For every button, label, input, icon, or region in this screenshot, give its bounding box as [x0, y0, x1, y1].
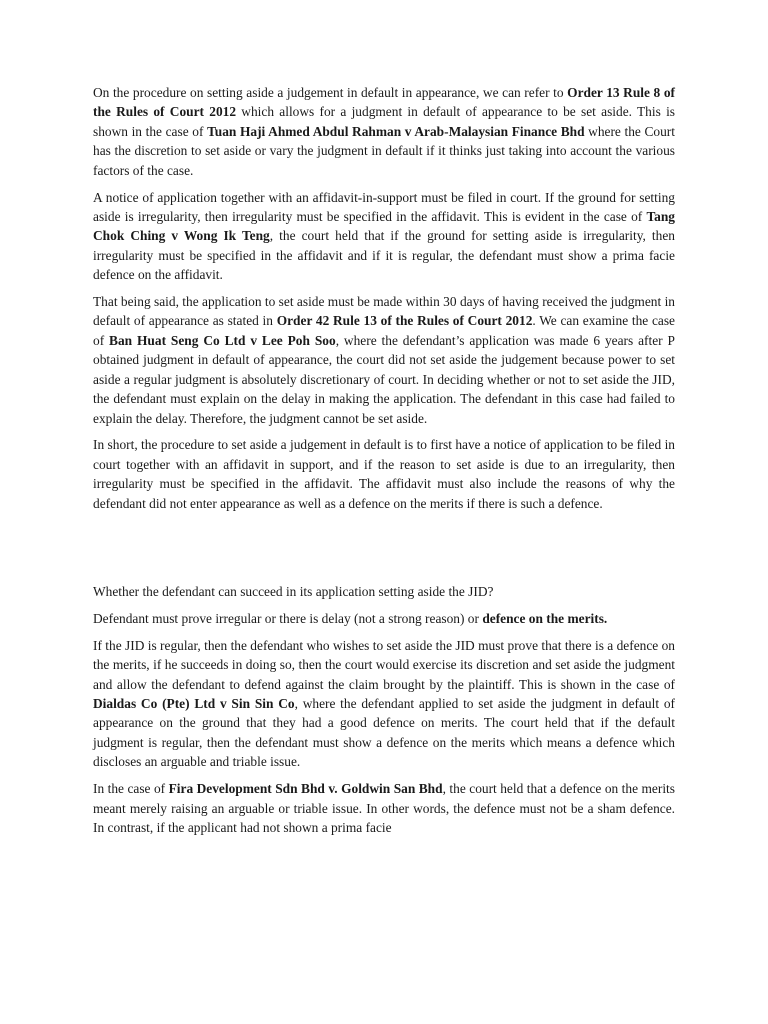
text-run: A notice of application together with an affidavit-in-support must be filed in court. If the ground for setting aside is irregularity, then irregularity must be specified in the affidavit. This is evident in the case of [93, 189, 675, 224]
paragraph-question [93, 582, 675, 601]
bold-citation: defence on the merits. [482, 610, 608, 626]
bold-citation: Fira Development Sdn Bhd v. Goldwin San Bhd [168, 781, 443, 797]
text-run: That being said, the application to set aside must be made within 30 days of having received the judgment in default of appearance as stated in [93, 294, 675, 329]
paragraph-summary [93, 435, 675, 513]
paragraph-order-13-rule-8 [93, 83, 675, 180]
paragraph-defendant-must-prove [93, 609, 675, 628]
bold-citation: Tuan Haji Ahmed Abdul Rahman v Arab-Malaysian Finance Bhd [207, 123, 585, 139]
paragraph-defence-on-merits [93, 636, 675, 772]
text-run: Defendant must prove irregular or there is delay (not a strong reason) or [93, 610, 483, 626]
text-run: On the procedure on setting aside a judgement in default in appearance, we can refer to [93, 85, 568, 100]
paragraph-30-day-limit [93, 292, 675, 428]
bold-citation: Order 13 Rule 8 of the Rules of Court 2012 [93, 85, 675, 120]
bold-citation: Ban Huat Seng Co Ltd v Lee Poh Soo [109, 332, 336, 348]
text-run: , the court held that if the ground for setting aside is irregularity, then irregularity must be specified in the affidavit and if it is regular, the defendant must show a prima facie defence on the affidavit. [93, 228, 675, 283]
bold-citation: Dialdas Co (Pte) Ltd v Sin Sin Co [93, 696, 295, 712]
document-page [93, 83, 675, 845]
text-run: In the case of [93, 781, 169, 797]
text-run: , the court held that a defence on the merits meant merely raising an arguable or triable issue. In other words, the defence must not be a sham defence. In contrast, if the applicant had not shown a prima facie [93, 781, 675, 835]
text-run: , where the defendant applied to set aside the judgment in default of appearance on the ground that they had a good defence on merits. The court held that if the default judgment is regular, then the defendant must show a defence on the merits which means a defence which discloses an arguable and triable issue. [93, 696, 675, 770]
text-run: If the JID is regular, then the defendant who wishes to set aside the JID must prove that there is a defence on the merits, if he succeeds in doing so, then the court would exercise its discretion and set aside the judgment and allow the defendant to defend against the claim brought by the plaintiff. This is shown in the case of [93, 637, 675, 692]
text-run: , where the defendant’s application was made 6 years after P obtained judgment in default of appearance, the court did not set aside the judgement because power to set aside a regular judgment is absolutely discretionary of court. In deciding whether or not to set aside the JID, the defendant must explain on the delay in making the application. The defendant in this case had failed to explain the delay. Therefore, the judgment cannot be set aside. [93, 332, 675, 426]
text-run: which allows for a judgment in default of appearance to be set aside. This is shown in the case of [93, 104, 676, 139]
text-run: where the Court has the discretion to set aside or vary the judgment in default if it thinks just taking into account the various factors of the case. [93, 123, 675, 178]
text-run: Whether the defendant can succeed in its application setting aside the JID? [93, 584, 494, 600]
bold-citation: Tang Chok Ching v Wong Ik Teng [93, 208, 675, 244]
text-run: . We can examine the case of [93, 313, 675, 348]
paragraph-affidavit-requirement [93, 188, 675, 285]
bold-citation: Order 42 Rule 13 of the Rules of Court 2012 [276, 313, 533, 329]
text-run: In short, the procedure to set aside a judgement in default is to first have a notice of application to be filed in court together with an affidavit in support, and if the reason to set aside is due to an irregularity, then irregularity must be specified in the affidavit. The affidavit must also include the reasons of why the defendant did not enter appearance as well as a defence on the merits if there is such a defence. [93, 437, 675, 511]
paragraph-fira-development [93, 779, 675, 837]
